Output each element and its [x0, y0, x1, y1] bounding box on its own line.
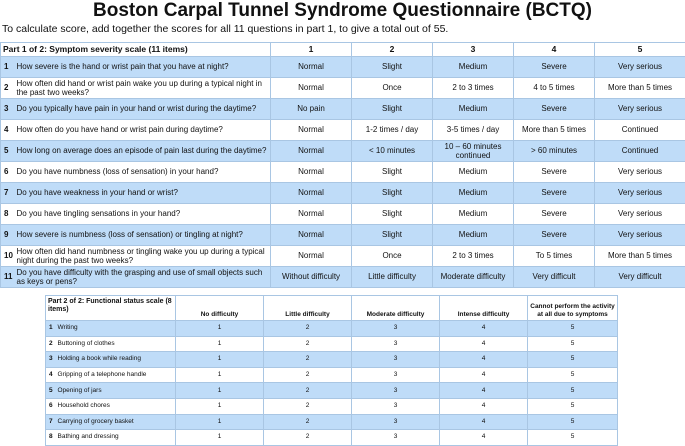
answer-option: 5	[528, 321, 618, 337]
answer-option: Very serious	[595, 162, 685, 183]
functional-status-table	[45, 295, 618, 446]
table-row	[1, 78, 685, 99]
table-row	[1, 141, 685, 162]
answer-option: 1	[176, 336, 264, 352]
answer-option: Medium	[433, 183, 514, 204]
answer-option: > 60 minutes	[514, 141, 595, 162]
item-number: 8	[46, 430, 58, 446]
item-number: 5	[46, 383, 58, 399]
answer-option: 5	[528, 430, 618, 446]
answer-option: 2	[264, 352, 352, 368]
table-row	[1, 246, 685, 267]
answer-option: 4	[440, 383, 528, 399]
answer-option: Once	[352, 246, 433, 267]
part1-heading: Part 1 of 2: Symptom severity scale (11 items)	[1, 43, 271, 57]
table-row	[1, 120, 685, 141]
item-question: Opening of jars	[58, 383, 176, 399]
column-header: No difficulty	[176, 296, 264, 321]
table-row	[46, 414, 618, 430]
answer-option: Severe	[514, 99, 595, 120]
answer-option: Slight	[352, 204, 433, 225]
answer-option: Very serious	[595, 183, 685, 204]
answer-option: 3	[352, 398, 440, 414]
table-row	[1, 57, 685, 78]
answer-option: 2	[264, 336, 352, 352]
answer-option: Severe	[514, 162, 595, 183]
table-row	[46, 383, 618, 399]
answer-option: 3-5 times / day	[433, 120, 514, 141]
answer-option: Very serious	[595, 99, 685, 120]
answer-option: Normal	[271, 57, 352, 78]
answer-option: Very difficult	[514, 267, 595, 288]
column-header: Cannot perform the activity at all due to symptoms	[528, 296, 618, 321]
answer-option: 1	[176, 414, 264, 430]
answer-option: 4	[440, 398, 528, 414]
answer-option: 2	[264, 383, 352, 399]
answer-option: 4	[440, 321, 528, 337]
answer-option: Medium	[433, 99, 514, 120]
item-question: Do you have difficulty with the grasping and use of small objects such as keys or pens?	[15, 267, 271, 288]
answer-option: Slight	[352, 162, 433, 183]
answer-option: 1	[176, 321, 264, 337]
answer-option: Slight	[352, 183, 433, 204]
answer-option: 3	[352, 367, 440, 383]
item-number: 1	[46, 321, 58, 337]
table-row	[1, 267, 685, 288]
item-question: How long on average does an episode of pain last during the daytime?	[15, 141, 271, 162]
column-header: 1	[271, 43, 352, 57]
answer-option: 2	[264, 367, 352, 383]
answer-option: 2	[264, 414, 352, 430]
answer-option: < 10 minutes	[352, 141, 433, 162]
answer-option: Normal	[271, 120, 352, 141]
answer-option: More than 5 times	[595, 78, 685, 99]
answer-option: 5	[528, 336, 618, 352]
item-number: 7	[1, 183, 15, 204]
item-number: 6	[46, 398, 58, 414]
item-question: How often did hand numbness or tingling wake you up during a typical night during the past two weeks?	[15, 246, 271, 267]
answer-option: 2	[264, 321, 352, 337]
answer-option: Little difficulty	[352, 267, 433, 288]
answer-option: 1	[176, 398, 264, 414]
item-number: 7	[46, 414, 58, 430]
answer-option: Very serious	[595, 204, 685, 225]
page-title: Boston Carpal Tunnel Syndrome Questionnaire (BCTQ)	[0, 0, 685, 22]
table-row	[1, 204, 685, 225]
answer-option: 5	[528, 398, 618, 414]
item-number: 10	[1, 246, 15, 267]
answer-option: 4 to 5 times	[514, 78, 595, 99]
answer-option: 3	[352, 383, 440, 399]
item-number: 6	[1, 162, 15, 183]
answer-option: Normal	[271, 246, 352, 267]
item-number: 2	[46, 336, 58, 352]
column-header: Moderate difficulty	[352, 296, 440, 321]
table-row	[46, 336, 618, 352]
answer-option: 4	[440, 336, 528, 352]
answer-option: 2	[264, 430, 352, 446]
table-row	[46, 352, 618, 368]
answer-option: 1	[176, 383, 264, 399]
item-number: 3	[46, 352, 58, 368]
answer-option: Normal	[271, 78, 352, 99]
instructions: To calculate score, add together the scores for all 11 questions in part 1, to give a total out of 55.	[2, 22, 448, 36]
item-number: 11	[1, 267, 15, 288]
answer-option: Medium	[433, 162, 514, 183]
item-question: How often do you have hand or wrist pain during daytime?	[15, 120, 271, 141]
answer-option: More than 5 times	[514, 120, 595, 141]
answer-option: Normal	[271, 225, 352, 246]
answer-option: Severe	[514, 204, 595, 225]
answer-option: Without difficulty	[271, 267, 352, 288]
answer-option: 3	[352, 321, 440, 337]
item-question: Buttoning of clothes	[58, 336, 176, 352]
table-row	[1, 225, 685, 246]
item-number: 5	[1, 141, 15, 162]
answer-option: Very serious	[595, 225, 685, 246]
column-header: Little difficulty	[264, 296, 352, 321]
answer-option: 5	[528, 383, 618, 399]
answer-option: Severe	[514, 183, 595, 204]
item-question: Household chores	[58, 398, 176, 414]
item-question: Do you have weakness in your hand or wrist?	[15, 183, 271, 204]
answer-option: 4	[440, 367, 528, 383]
item-question: How severe is the hand or wrist pain that you have at night?	[15, 57, 271, 78]
answer-option: 5	[528, 367, 618, 383]
item-question: Holding a book while reading	[58, 352, 176, 368]
item-number: 4	[46, 367, 58, 383]
answer-option: 2 to 3 times	[433, 246, 514, 267]
table-row	[46, 321, 618, 337]
answer-option: Slight	[352, 57, 433, 78]
answer-option: More than 5 times	[595, 246, 685, 267]
answer-option: Normal	[271, 183, 352, 204]
answer-option: Slight	[352, 225, 433, 246]
answer-option: Continued	[595, 120, 685, 141]
answer-option: 4	[440, 430, 528, 446]
item-question: How severe is numbness (loss of sensation) or tingling at night?	[15, 225, 271, 246]
answer-option: Normal	[271, 141, 352, 162]
answer-option: 3	[352, 352, 440, 368]
item-number: 8	[1, 204, 15, 225]
answer-option: 1	[176, 367, 264, 383]
answer-option: 1-2 times / day	[352, 120, 433, 141]
answer-option: 10 – 60 minutes continued	[433, 141, 514, 162]
answer-option: 3	[352, 414, 440, 430]
table-row	[1, 183, 685, 204]
answer-option: 2 to 3 times	[433, 78, 514, 99]
column-header: 2	[352, 43, 433, 57]
item-question: Gripping of a telephone handle	[58, 367, 176, 383]
symptom-severity-table	[0, 42, 685, 288]
answer-option: To 5 times	[514, 246, 595, 267]
item-number: 4	[1, 120, 15, 141]
item-question: Do you have numbness (loss of sensation) in your hand?	[15, 162, 271, 183]
column-header: Intense difficulty	[440, 296, 528, 321]
column-header: 4	[514, 43, 595, 57]
table-row	[1, 162, 685, 183]
column-header: 3	[433, 43, 514, 57]
answer-option: 3	[352, 336, 440, 352]
answer-option: Severe	[514, 225, 595, 246]
table-row	[46, 367, 618, 383]
table-row	[46, 398, 618, 414]
item-question: How often did hand or wrist pain wake you up during a typical night in the past two weeks?	[15, 78, 271, 99]
part2-heading: Part 2 of 2: Functional status scale (8 items)	[46, 296, 176, 321]
answer-option: Normal	[271, 162, 352, 183]
item-question: Bathing and dressing	[58, 430, 176, 446]
answer-option: Medium	[433, 57, 514, 78]
answer-option: Moderate difficulty	[433, 267, 514, 288]
answer-option: 2	[264, 398, 352, 414]
column-header: 5	[595, 43, 685, 57]
answer-option: 1	[176, 352, 264, 368]
item-number: 1	[1, 57, 15, 78]
item-number: 3	[1, 99, 15, 120]
item-question: Do you typically have pain in your hand or wrist during the daytime?	[15, 99, 271, 120]
answer-option: 5	[528, 352, 618, 368]
answer-option: Normal	[271, 204, 352, 225]
answer-option: No pain	[271, 99, 352, 120]
item-question: Carrying of grocery basket	[58, 414, 176, 430]
answer-option: Severe	[514, 57, 595, 78]
answer-option: 5	[528, 414, 618, 430]
answer-option: Medium	[433, 225, 514, 246]
answer-option: Once	[352, 78, 433, 99]
answer-option: Very serious	[595, 57, 685, 78]
item-number: 9	[1, 225, 15, 246]
item-question: Do you have tingling sensations in your hand?	[15, 204, 271, 225]
answer-option: 4	[440, 414, 528, 430]
answer-option: Slight	[352, 99, 433, 120]
answer-option: 1	[176, 430, 264, 446]
answer-option: Very difficult	[595, 267, 685, 288]
table-row	[1, 99, 685, 120]
answer-option: 3	[352, 430, 440, 446]
item-question: Writing	[58, 321, 176, 337]
answer-option: Continued	[595, 141, 685, 162]
item-number: 2	[1, 78, 15, 99]
answer-option: Medium	[433, 204, 514, 225]
answer-option: 4	[440, 352, 528, 368]
